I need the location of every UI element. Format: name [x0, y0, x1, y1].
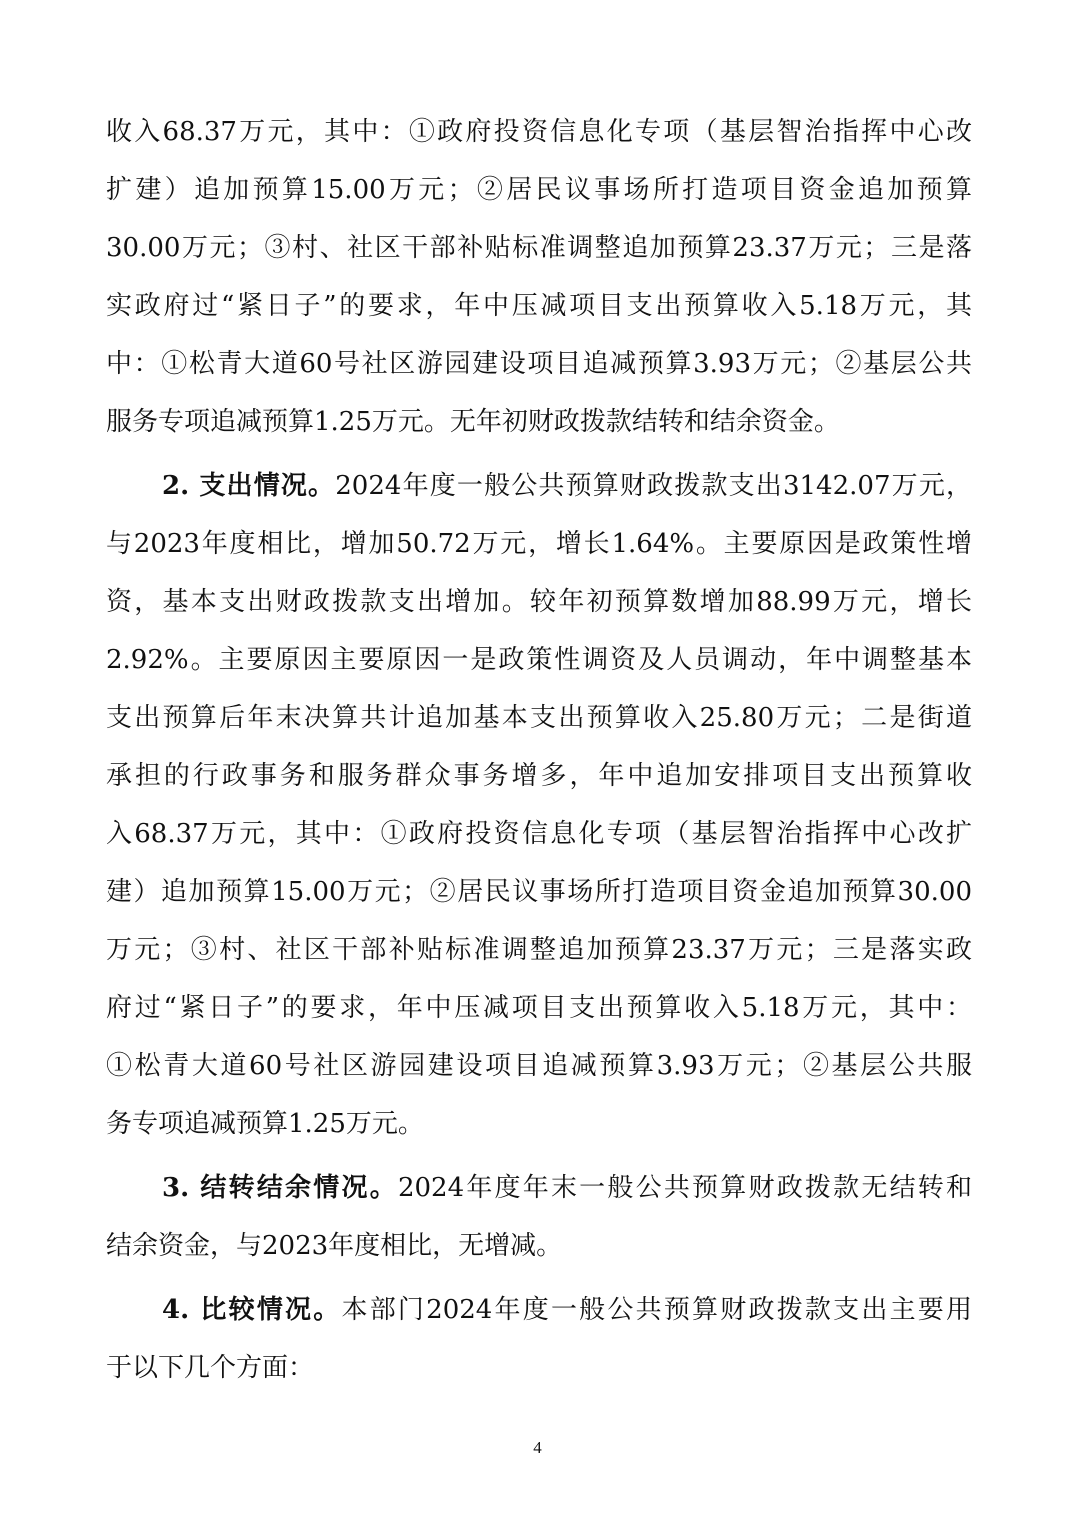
- text-run: 2024年度年末一般公共预算财政拨款无结转和: [397, 1173, 973, 1203]
- text-line: 与2023年度相比，增加50.72万元，增长1.64%。主要原因是政策性增: [106, 529, 972, 559]
- text-line: 服务专项追减预算1.25万元。无年初财政拨款结转和结余资金。: [106, 407, 840, 437]
- page-number: 4: [533, 1438, 542, 1457]
- text-line: [162, 466, 972, 506]
- text-line: 30.00万元；③村、社区干部补贴标准调整追加预算23.37万元；三是落: [106, 233, 972, 263]
- section-heading: 4. 比较情况。: [162, 1295, 342, 1325]
- text-line: 于以下几个方面：: [106, 1353, 315, 1383]
- text-line: ①松青大道60号社区游园建设项目追减预算3.93万元；②基层公共服: [106, 1051, 972, 1081]
- section-heading: 3. 结转结余情况。: [162, 1173, 398, 1203]
- text-line: [162, 1290, 972, 1330]
- text-line: 扩建）追加预算15.00万元；②居民议事场所打造项目资金追加预算: [106, 175, 972, 205]
- section-heading: 2. 支出情况。: [162, 471, 336, 501]
- text-line: 承担的行政事务和服务群众事务增多，年中追加安排项目支出预算收: [106, 761, 972, 791]
- text-run: 2024年度一般公共预算财政拨款支出3142.07万元，: [335, 471, 973, 501]
- text-line: 府过“紧日子”的要求，年中压减项目支出预算收入5.18万元，其中：: [106, 993, 972, 1023]
- text-line: [162, 1168, 972, 1208]
- text-line: 收入68.37万元，其中：①政府投资信息化专项（基层智治指挥中心改: [106, 117, 972, 147]
- text-run: 本部门2024年度一般公共预算财政拨款支出主要用: [341, 1295, 972, 1325]
- text-line: 支出预算后年末决算共计追加基本支出预算收入25.80万元；二是街道: [106, 703, 972, 733]
- text-line: 结余资金，与2023年度相比，无增减。: [106, 1231, 563, 1261]
- text-line: 实政府过“紧日子”的要求，年中压减项目支出预算收入5.18万元，其: [106, 291, 972, 321]
- text-line: 2.92%。主要原因主要原因一是政策性调资及人员调动，年中调整基本: [106, 645, 972, 675]
- text-line: 建）追加预算15.00万元；②居民议事场所打造项目资金追加预算30.00: [106, 877, 972, 907]
- text-line: 务专项追减预算1.25万元。: [106, 1109, 424, 1139]
- text-line: 万元；③村、社区干部补贴标准调整追加预算23.37万元；三是落实政: [106, 935, 972, 965]
- text-line: 入68.37万元，其中：①政府投资信息化专项（基层智治指挥中心改扩: [106, 819, 972, 849]
- text-line: 资，基本支出财政拨款支出增加。较年初预算数增加88.99万元，增长: [106, 587, 972, 617]
- text-line: 中：①松青大道60号社区游园建设项目追减预算3.93万元；②基层公共: [106, 349, 972, 379]
